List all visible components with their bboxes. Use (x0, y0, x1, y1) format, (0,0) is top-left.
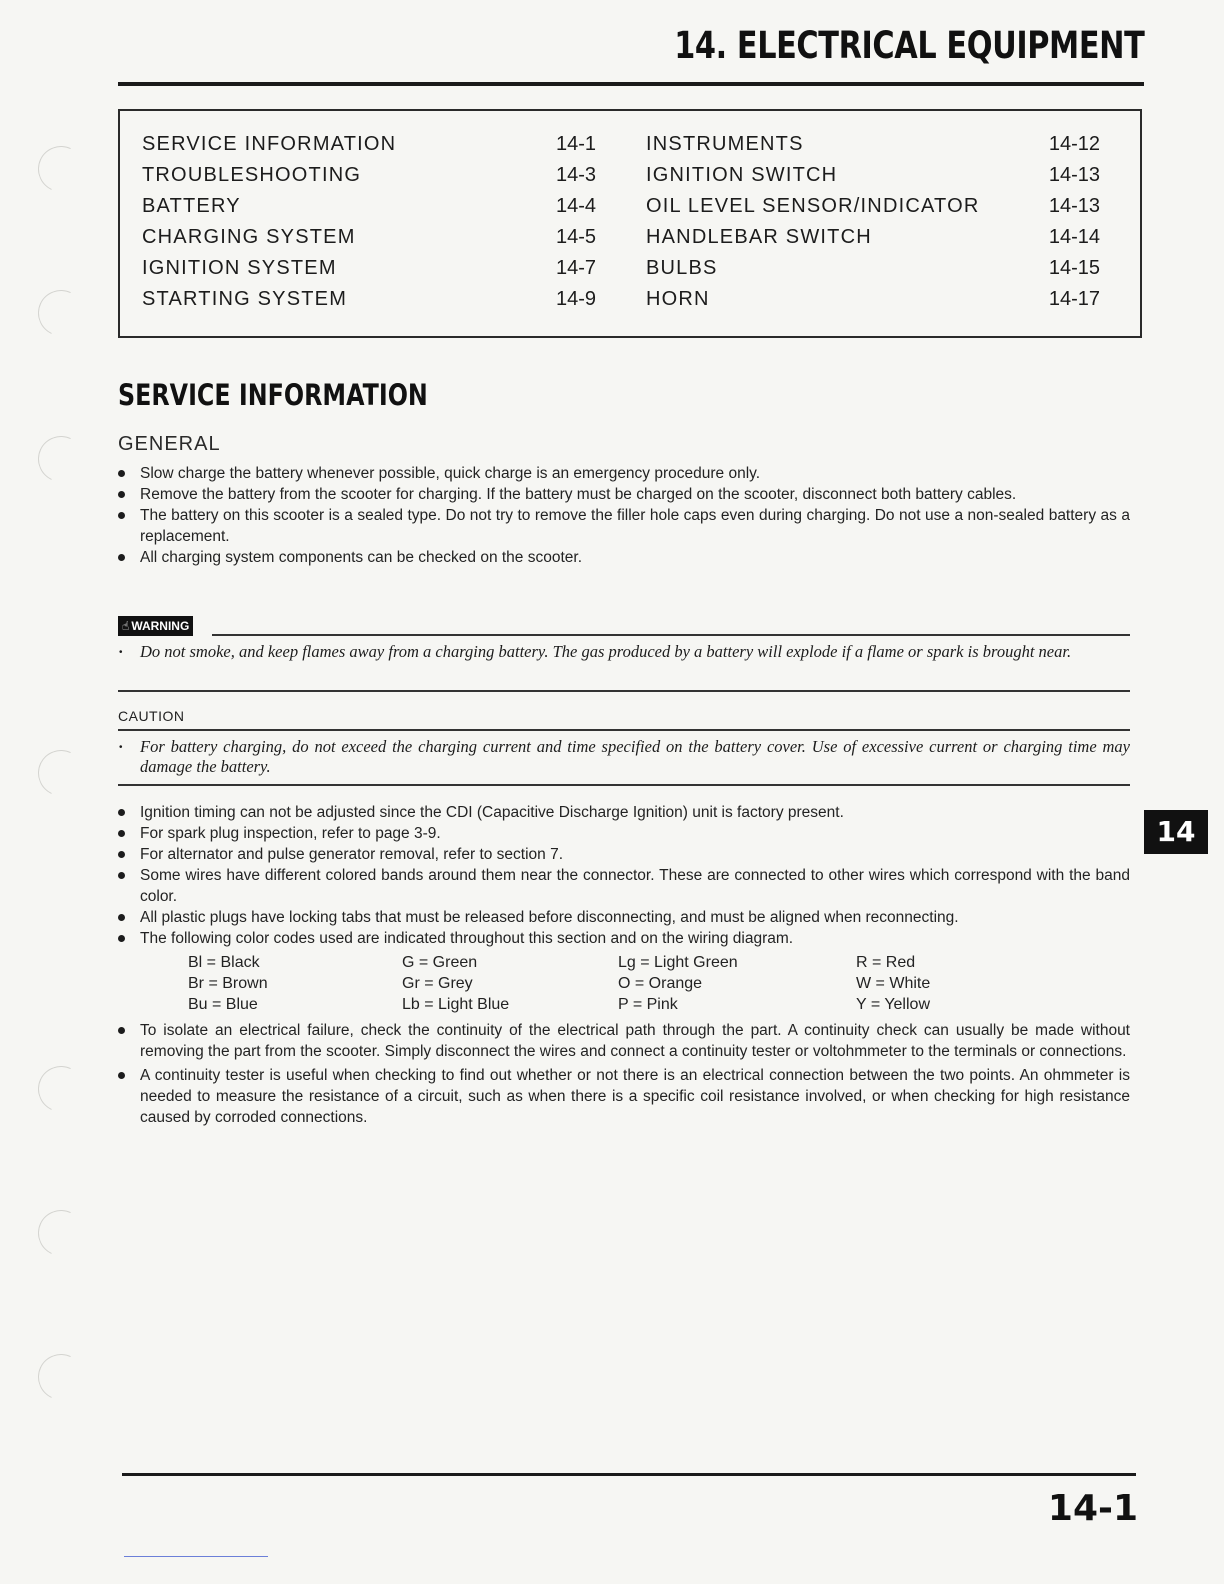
color-code: Gr = Grey (402, 975, 473, 992)
chapter-title: 14. ELECTRICAL EQUIPMENT (673, 24, 1144, 67)
section-title: SERVICE INFORMATION (118, 378, 428, 412)
toc-row (120, 226, 1140, 257)
toc-page: 14-17 (1048, 288, 1100, 310)
list-item: For alternator and pulse generator removal, refer to section 7. (118, 844, 1130, 865)
color-code-table (188, 954, 988, 1020)
title-rule (118, 82, 1144, 86)
toc-entry[interactable]: HANDLEBAR SWITCH (646, 226, 872, 248)
list-item: A continuity tester is useful when checking to find out whether or not there is an electrical connection between the two points. An ohmmeter is needed to measure the resistance of a circuit, such as when there is a specific coil resistance involved, or when checking for high resistance caused by corroded connections. (118, 1065, 1130, 1128)
scan-artifact-line (124, 1556, 268, 1557)
caution-rule (118, 729, 1130, 731)
toc-entry[interactable]: SERVICE INFORMATION (142, 133, 397, 155)
color-code: G = Green (402, 954, 478, 971)
warning-rule (212, 634, 1130, 636)
toc-row (120, 195, 1140, 226)
caution-label: CAUTION (118, 708, 185, 724)
warning-badge (118, 616, 193, 636)
toc-row (120, 257, 1140, 288)
toc-row (120, 164, 1140, 195)
toc-page: 14-12 (1048, 133, 1100, 155)
toc-page: 14-13 (1048, 195, 1100, 217)
toc-page: 14-14 (1048, 226, 1100, 248)
toc-page: 14-1 (556, 133, 597, 155)
color-code: O = Orange (618, 975, 703, 992)
color-code: Br = Brown (188, 975, 268, 992)
color-code: Bl = Black (188, 954, 260, 971)
toc-entry[interactable]: CHARGING SYSTEM (142, 226, 356, 248)
list-item: All charging system components can be checked on the scooter. (118, 547, 1130, 568)
toc-entry[interactable]: IGNITION SWITCH (646, 164, 838, 186)
list-item: To isolate an electrical failure, check the continuity of the electrical path through the part. A continuity check can usually be made without removing the part from the scooter. Simply disconnect the wires and connect a continuity tester or voltohmmeter to the terminals or connections. (118, 1020, 1130, 1062)
toc-page: 14-7 (556, 257, 597, 279)
warning-hand-icon: ☝ (122, 619, 130, 633)
toc-page: 14-9 (556, 288, 597, 310)
list-item: Some wires have different colored bands around them near the connector. These are connected to other wires which correspond with the band color. (118, 865, 1130, 907)
notes-bullet-list (118, 802, 1130, 949)
toc-entry[interactable]: INSTRUMENTS (646, 133, 804, 155)
toc-entry[interactable]: OIL LEVEL SENSOR/INDICATOR (646, 195, 980, 217)
toc-row (120, 288, 1140, 319)
toc-entry[interactable]: IGNITION SYSTEM (142, 257, 337, 279)
list-item: For spark plug inspection, refer to page 3-9. (118, 823, 1130, 844)
binder-hole (32, 1204, 91, 1263)
toc-entry[interactable]: STARTING SYSTEM (142, 288, 348, 310)
color-code: P = Pink (618, 996, 678, 1013)
toc-entry[interactable]: TROUBLESHOOTING (142, 164, 362, 186)
toc-page: 14-3 (556, 164, 597, 186)
binder-hole (32, 1060, 91, 1119)
color-code: Bu = Blue (188, 996, 258, 1013)
warning-text: · Do not smoke, and keep flames away from a charging battery. The gas produced by a battery will explode if a flame or spark is brought near. (118, 642, 1130, 662)
binder-hole (32, 284, 91, 343)
page-number: 14-1 (1047, 1488, 1138, 1529)
color-code: R = Red (856, 954, 916, 971)
warning-bottom-rule (118, 690, 1130, 692)
toc-entry[interactable]: HORN (646, 288, 710, 310)
list-item: Slow charge the battery whenever possible, quick charge is an emergency procedure only. (118, 463, 1130, 484)
caution-text: · For battery charging, do not exceed the charging current and time specified on the battery cover. Use of excessive current or charging time may damage the battery. (118, 737, 1130, 777)
list-item: Remove the battery from the scooter for charging. If the battery must be charged on the scooter, disconnect both battery cables. (118, 484, 1130, 505)
list-item: The following color codes used are indicated throughout this section and on the wiring diagram. (118, 928, 1130, 949)
continuity-bullet-list (118, 1020, 1130, 1128)
toc-page: 14-5 (556, 226, 597, 248)
list-item: Ignition timing can not be adjusted since the CDI (Capacitive Discharge Ignition) unit is factory present. (118, 802, 1130, 823)
color-code: Lg = Light Green (618, 954, 738, 971)
toc-page: 14-4 (556, 195, 597, 217)
binder-hole (32, 744, 91, 803)
caution-bottom-rule (118, 784, 1130, 786)
general-bullet-list (118, 463, 1130, 568)
toc-page: 14-13 (1048, 164, 1100, 186)
subsection-label: GENERAL (118, 433, 221, 455)
color-code: Lb = Light Blue (402, 996, 510, 1013)
binder-hole (32, 1348, 91, 1407)
warning-label: WARNING (131, 619, 190, 633)
toc-row (120, 133, 1140, 164)
color-code: W = White (856, 975, 931, 992)
chapter-tab[interactable]: 14 (1144, 810, 1208, 854)
toc-entry[interactable]: BATTERY (142, 195, 241, 217)
binder-hole (32, 430, 91, 489)
list-item: All plastic plugs have locking tabs that must be released before disconnecting, and must be aligned when reconnecting. (118, 907, 1130, 928)
toc-entry[interactable]: BULBS (646, 257, 718, 279)
table-of-contents (118, 109, 1142, 338)
toc-page: 14-15 (1048, 257, 1100, 279)
binder-hole (32, 140, 91, 199)
list-item: The battery on this scooter is a sealed type. Do not try to remove the filler hole caps even during charging. Do not use a non-sealed battery as a replacement. (118, 505, 1130, 547)
color-code: Y = Yellow (856, 996, 930, 1013)
footer-rule (122, 1473, 1136, 1476)
